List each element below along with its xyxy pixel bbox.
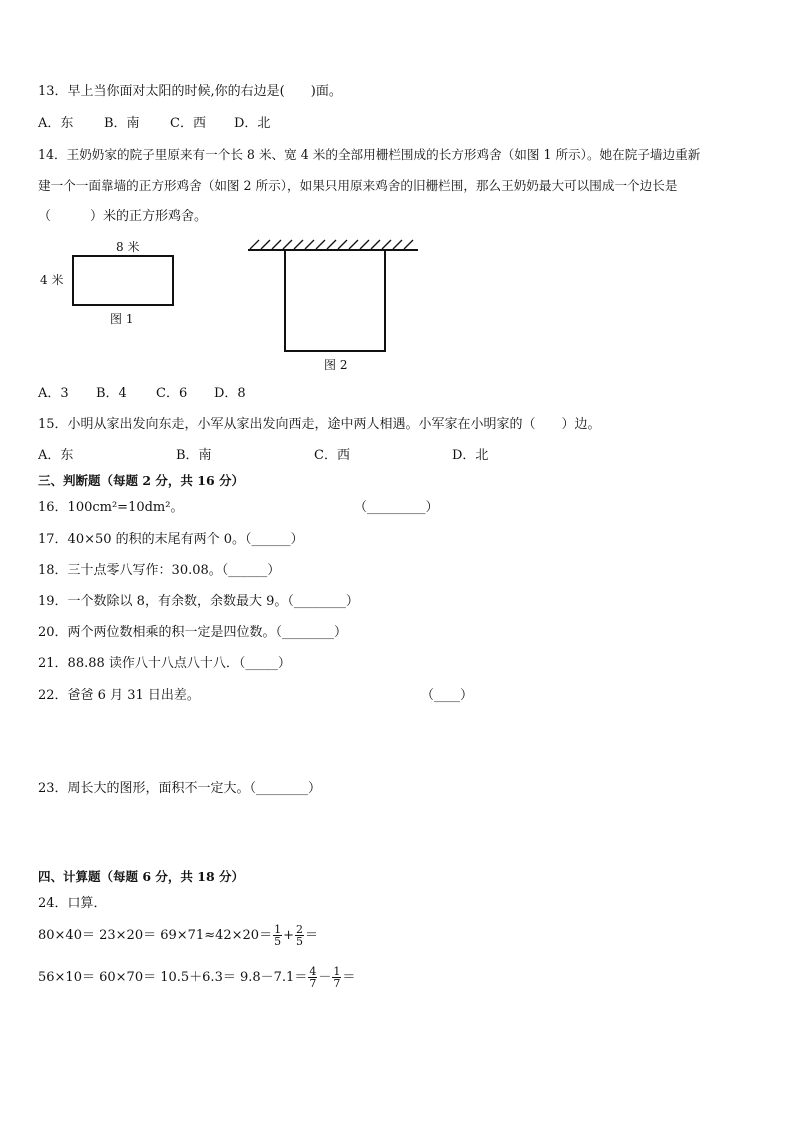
q13-option-d: D．北 (234, 116, 271, 131)
fig2-caption: 图 2 (324, 358, 348, 372)
q13-option-b: B．南 (104, 116, 140, 131)
q16-answer-blank[interactable]: （_________） (354, 500, 439, 515)
q13-option-a: A．东 (38, 116, 74, 131)
q15-option-a: A．东 (38, 448, 74, 463)
q14-line1: 14．王奶奶家的院子里原来有一个长 8 米、宽 4 米的全部用栅栏围成的长方形鸡舍（如图 1 所示）。她在院子墙边重新 (38, 147, 701, 162)
q14-option-d: D．8 (214, 386, 246, 401)
q22-answer-blank[interactable]: （____） (421, 688, 474, 703)
q14-line2: 建一个一面靠墙的正方形鸡舍（如图 2 所示），如果只用原来鸡舍的旧栅栏围，那么王奶奶最大可以围成一个边长是 (38, 178, 678, 193)
q14-option-a: A．3 (38, 386, 69, 401)
section-4-title: 四、计算题（每题 6 分，共 18 分） (38, 869, 245, 884)
fraction: $\frac{2}{5}$ (295, 923, 303, 948)
q15-option-b: B．南 (176, 448, 212, 463)
q15-option-c: C．西 (314, 448, 350, 463)
q17-text: 17．40×50 的积的末尾有两个 0。（______） (38, 532, 304, 547)
q24-row1-expressions: 80×40＝ 23×20＝ 69×71≈42×20＝ (38, 928, 273, 943)
q20-text: 20．两个两位数相乘的积一定是四位数。（________） (38, 625, 348, 640)
section-3-title: 三、判断题（每题 2 分，共 16 分） (38, 473, 245, 488)
fraction: $\frac{1}{7}$ (333, 965, 341, 990)
operator: － (318, 970, 332, 985)
q16-text: 16．100cm²=10dm²。 (38, 500, 184, 515)
equals-sign: ＝ (342, 970, 356, 985)
q14-line3: （ ）米的正方形鸡舍。 (38, 209, 208, 224)
fig1-rectangle (72, 255, 174, 306)
fig2-square-coop (284, 249, 388, 353)
fig1-caption: 图 1 (110, 312, 134, 326)
q14-option-b: B．4 (96, 386, 127, 401)
q24-row2-expressions: 56×10＝ 60×70＝ 10.5＋6.3＝ 9.8－7.1＝ (38, 970, 308, 985)
fraction: $\frac{4}{7}$ (309, 965, 317, 990)
q22-text: 22．爸爸 6 月 31 日出差。 (38, 688, 200, 703)
q14-option-c: C．6 (156, 386, 188, 401)
fraction: $\frac{1}{5}$ (274, 923, 282, 948)
q15-option-d: D．北 (452, 448, 489, 463)
q24-row-2 (38, 966, 355, 989)
operator: + (283, 928, 294, 943)
q23-text: 23．周长大的图形，面积不一定大。（________） (38, 781, 322, 796)
q13-option-c: C．西 (170, 116, 206, 131)
fig1-length-label: 8 米 (116, 240, 140, 254)
q15-text: 15．小明从家出发向东走，小军从家出发向西走，途中两人相遇。小军家在小明家的（ ）边。 (38, 417, 601, 432)
q13-text: 13．早上当你面对太阳的时候,你的右边是( )面。 (38, 84, 342, 99)
q24-row-1 (38, 924, 318, 947)
q21-text: 21．88.88 读作八十八点八十八．（_____） (38, 656, 291, 671)
q24-title: 24．口算． (38, 896, 107, 911)
equals-sign: ＝ (304, 928, 318, 943)
q19-text: 19．一个数除以 8，有余数，余数最大 9。（________） (38, 594, 359, 609)
fig1-width-label: 4 米 (40, 273, 64, 287)
q18-text: 18．三十点零八写作：30.08。（______） (38, 563, 281, 578)
